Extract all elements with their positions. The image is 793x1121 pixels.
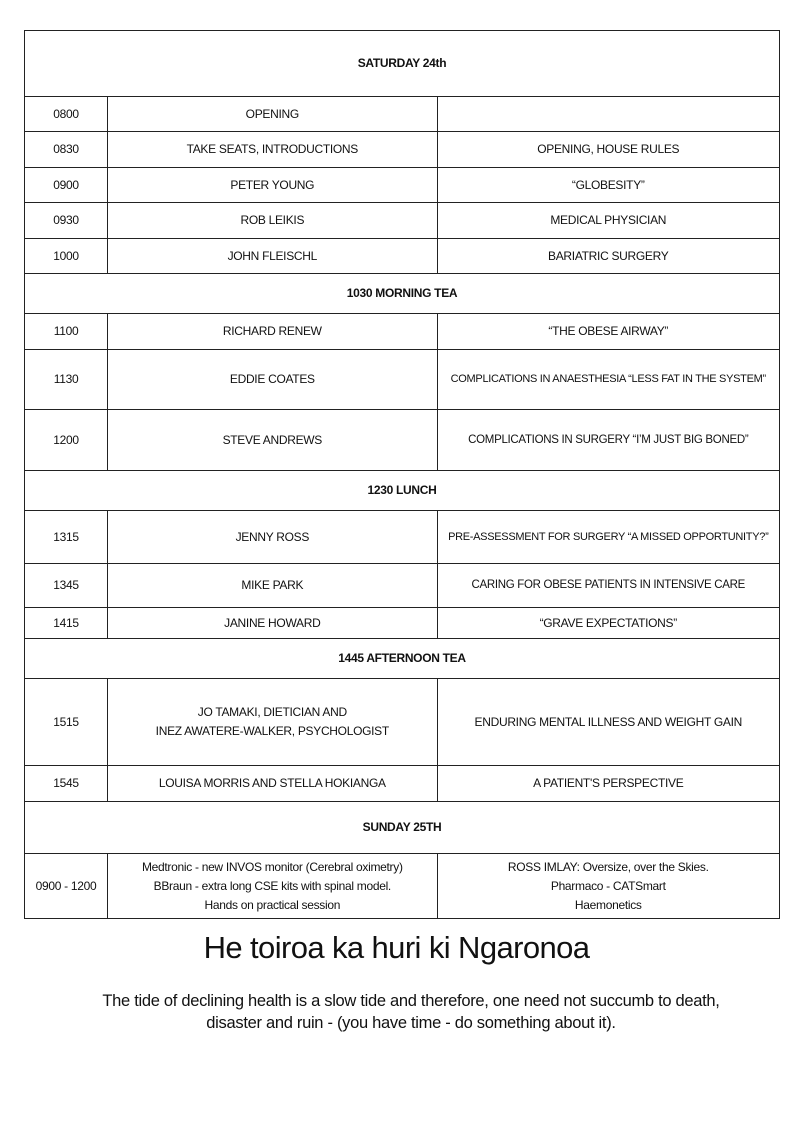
table-row bbox=[25, 203, 780, 239]
session-speaker: MIKE PARK bbox=[108, 564, 437, 608]
session-time: 1315 bbox=[25, 511, 108, 564]
session-speaker: JANINE HOWARD bbox=[108, 608, 437, 639]
maori-proverb: He toiroa ka huri ki Ngaronoa bbox=[203, 930, 590, 965]
break-row bbox=[25, 639, 780, 679]
break-label: 1445 AFTERNOON TEA bbox=[25, 639, 780, 679]
session-time: 1130 bbox=[25, 350, 108, 410]
day-title-sunday: SUNDAY 25TH bbox=[25, 802, 780, 854]
table-row bbox=[25, 766, 780, 802]
speaker-line: JO TAMAKI, DIETICIAN AND bbox=[197, 705, 347, 719]
session-time: 0830 bbox=[25, 132, 108, 168]
table-row bbox=[25, 239, 780, 274]
session-time: 0800 bbox=[25, 97, 108, 132]
session-speaker: TAKE SEATS, INTRODUCTIONS bbox=[108, 132, 437, 168]
session-speaker: STEVE ANDREWS bbox=[108, 410, 437, 471]
session-speaker: JOHN FLEISCHL bbox=[108, 239, 437, 274]
sponsor-line: BBraun - extra long CSE kits with spinal model. bbox=[153, 878, 391, 893]
programme-table bbox=[24, 30, 780, 919]
topic-line: Pharmaco - CATSmart bbox=[550, 878, 666, 893]
session-speaker: PETER YOUNG bbox=[108, 168, 437, 203]
table-row bbox=[25, 350, 780, 410]
topic-line: ROSS IMLAY: Oversize, over the Skies. bbox=[507, 859, 709, 874]
session-time: 1200 bbox=[25, 410, 108, 471]
session-time: 1345 bbox=[25, 564, 108, 608]
table-row bbox=[25, 511, 780, 564]
table-row bbox=[25, 410, 780, 471]
break-row bbox=[25, 274, 780, 314]
break-label: 1030 MORNING TEA bbox=[25, 274, 780, 314]
translation-line: The tide of declining health is a slow tide and therefore, one need not succumb to death, bbox=[102, 992, 720, 1010]
session-time: 1545 bbox=[25, 766, 108, 802]
session-time: 0930 bbox=[25, 203, 108, 239]
table-row bbox=[25, 132, 780, 168]
table-row bbox=[25, 608, 780, 639]
session-time: 1515 bbox=[25, 679, 108, 766]
session-speaker: OPENING bbox=[108, 97, 437, 132]
break-label: 1230 LUNCH bbox=[25, 471, 780, 511]
translation-line: disaster and ruin - (you have time - do something about it). bbox=[206, 1014, 616, 1032]
table-row bbox=[25, 97, 780, 132]
session-time: 0900 bbox=[25, 168, 108, 203]
session-speaker: ROB LEIKIS bbox=[108, 203, 437, 239]
table-row bbox=[25, 168, 780, 203]
session-topic: CARING FOR OBESE PATIENTS IN INTENSIVE CARE bbox=[437, 564, 779, 608]
session-time: 1415 bbox=[25, 608, 108, 639]
break-row bbox=[25, 471, 780, 511]
session-topic: PRE-ASSESSMENT FOR SURGERY “A MISSED OPPORTUNITY?” bbox=[437, 511, 779, 564]
session-topic: ENDURING MENTAL ILLNESS AND WEIGHT GAIN bbox=[437, 679, 779, 766]
session-topic: “GRAVE EXPECTATIONS” bbox=[437, 608, 779, 639]
day-header-row bbox=[25, 802, 780, 854]
table-row bbox=[25, 564, 780, 608]
topic-line: Haemonetics bbox=[574, 897, 642, 912]
session-speaker: EDDIE COATES bbox=[108, 350, 437, 410]
sponsor-line: Medtronic - new INVOS monitor (Cerebral oximetry) bbox=[141, 859, 403, 874]
session-time: 1000 bbox=[25, 239, 108, 274]
session-time: 0900 - 1200 bbox=[25, 854, 108, 919]
day-title-saturday: SATURDAY 24th bbox=[25, 31, 780, 97]
session-topic: A PATIENT'S PERSPECTIVE bbox=[437, 766, 779, 802]
table-row bbox=[25, 314, 780, 350]
session-topic: “GLOBESITY” bbox=[437, 168, 779, 203]
session-speaker: LOUISA MORRIS AND STELLA HOKIANGA bbox=[108, 766, 437, 802]
session-sponsors bbox=[108, 854, 437, 919]
session-topic: MEDICAL PHYSICIAN bbox=[437, 203, 779, 239]
session-topic: “THE OBESE AIRWAY” bbox=[437, 314, 779, 350]
session-topic: COMPLICATIONS IN ANAESTHESIA “LESS FAT IN THE SYSTEM” bbox=[437, 350, 779, 410]
session-speaker: JENNY ROSS bbox=[108, 511, 437, 564]
session-speaker: RICHARD RENEW bbox=[108, 314, 437, 350]
session-topic: OPENING, HOUSE RULES bbox=[437, 132, 779, 168]
table-row bbox=[25, 679, 780, 766]
proverb-translation bbox=[96, 990, 726, 1034]
session-topic: COMPLICATIONS IN SURGERY “I’M JUST BIG BONED” bbox=[437, 410, 779, 471]
session-time: 1100 bbox=[25, 314, 108, 350]
session-topic bbox=[437, 97, 779, 132]
speaker-line: INEZ AWATERE-WALKER, PSYCHOLOGIST bbox=[155, 724, 389, 738]
table-row bbox=[25, 854, 780, 919]
session-topic bbox=[437, 854, 779, 919]
sponsor-line: Hands on practical session bbox=[204, 897, 341, 912]
day-header-row bbox=[25, 31, 780, 97]
session-topic: BARIATRIC SURGERY bbox=[437, 239, 779, 274]
session-speaker bbox=[108, 679, 437, 766]
